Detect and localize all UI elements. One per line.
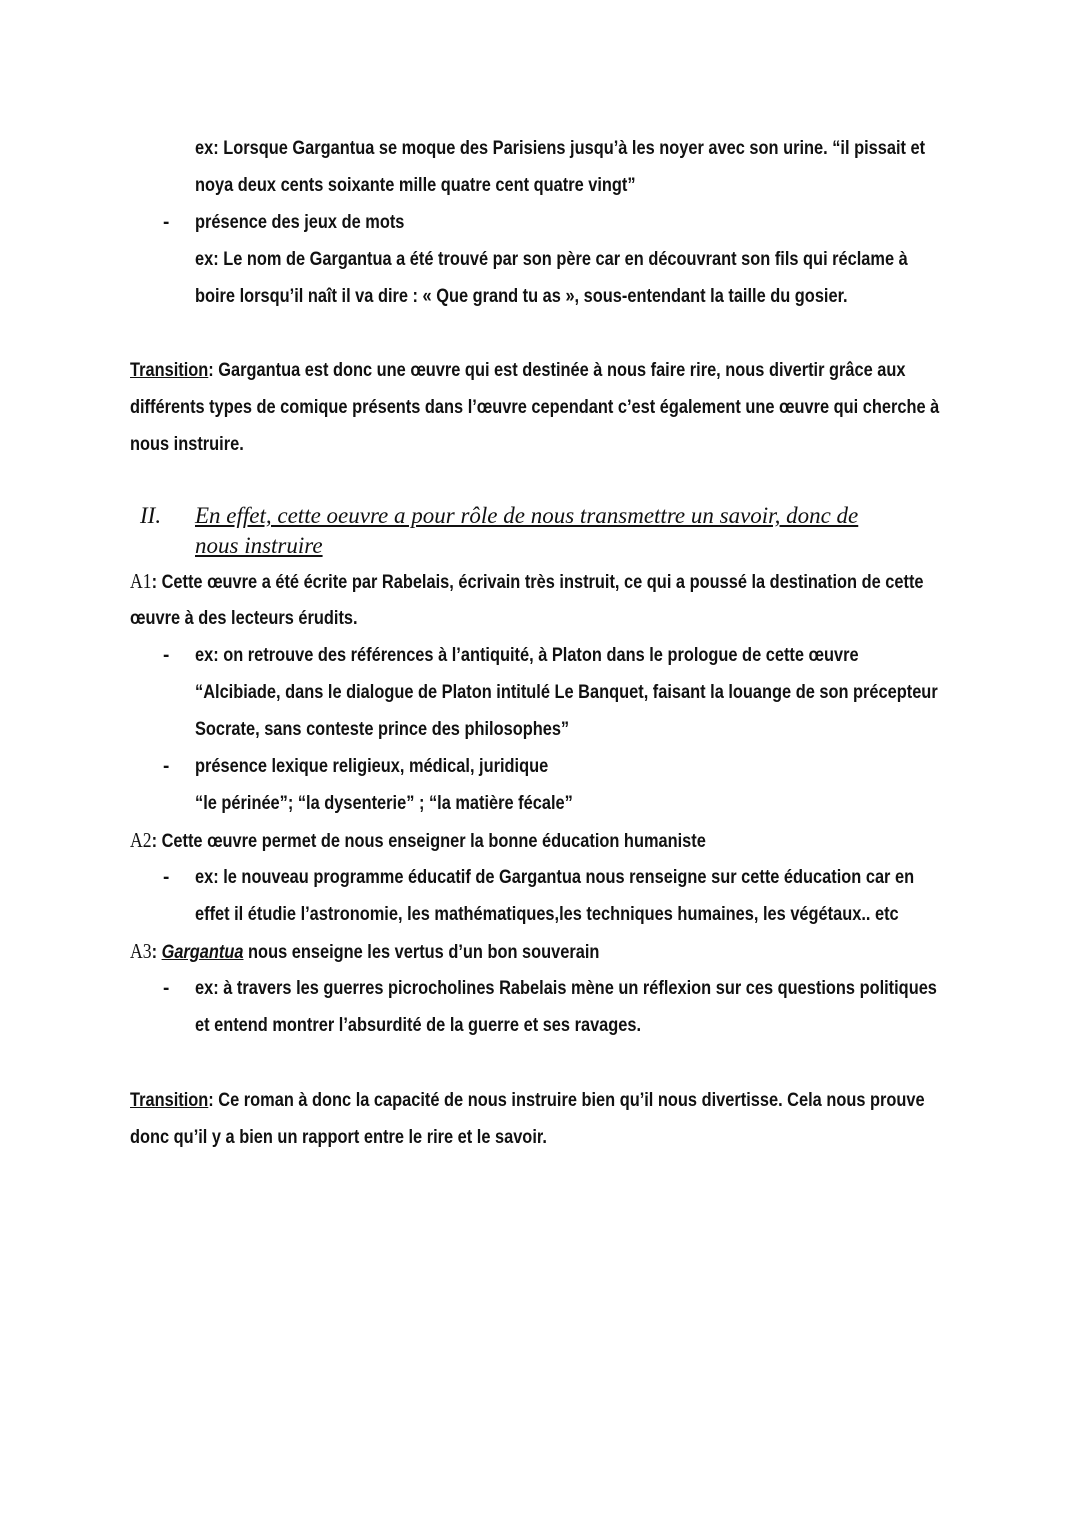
a1-example-line1: ex: on retrouve des références à l’antiquité, à Platon dans le prologue de cette œuvre — [195, 644, 859, 666]
a1-example-line3: Socrate, sans conteste prince des philosophes” — [195, 718, 570, 740]
bullet-dash: - — [163, 867, 170, 888]
example-urine-line2: noya deux cents soixante mille quatre cent quatre vingt” — [195, 174, 636, 196]
section-numeral: II. — [140, 503, 162, 528]
a3-book-title: Gargantua — [161, 941, 244, 963]
transition1-line1 — [130, 352, 906, 389]
a3-colon: : — [151, 941, 162, 963]
bullet-wordplay: présence des jeux de mots — [195, 211, 405, 233]
a3-label: A3 — [130, 939, 152, 963]
transition1-text: : Gargantua est donc une œuvre qui est destinée à nous faire rire, nous divertir grâce aux — [208, 359, 906, 381]
section-title-line1: En effet, cette oeuvre a pour rôle de nous transmettre un savoir, donc de — [195, 503, 859, 528]
bullet-dash: - — [163, 978, 170, 999]
example-name-line2: boire lorsqu’il naît il va dire : « Que grand tu as », sous-entendant la taille du gosier. — [195, 285, 848, 307]
transition2-text: : Ce roman à donc la capacité de nous instruire bien qu’il nous divertisse. Cela nous prouve — [208, 1089, 925, 1111]
a3-line — [130, 933, 599, 971]
a1-example-line2: “Alcibiade, dans le dialogue de Platon intitulé Le Banquet, faisant la louange de son précepteur — [195, 681, 938, 703]
example-name-line1: ex: Le nom de Gargantua a été trouvé par son père car en découvrant son fils qui réclame à — [195, 248, 908, 270]
transition2-line2: donc qu’il y a bien un rapport entre le rire et le savoir. — [130, 1126, 547, 1148]
a2-line — [130, 822, 706, 860]
a1-bullet-lexicon: présence lexique religieux, médical, juridique — [195, 755, 549, 777]
section-title-line2: nous instruire — [195, 533, 323, 558]
a2-label: A2 — [130, 828, 152, 852]
a1-text: : Cette œuvre a été écrite par Rabelais, écrivain très instruit, ce qui a poussé la destination de cette — [151, 571, 924, 593]
a2-example-line2: effet il étudie l’astronomie, les mathématiques,les techniques humaines, les végétaux.. etc — [195, 903, 899, 925]
a2-text: : Cette œuvre permet de nous enseigner la bonne éducation humaniste — [151, 830, 706, 852]
a1-line2: œuvre à des lecteurs érudits. — [130, 607, 358, 629]
bullet-dash: - — [163, 212, 170, 233]
transition1-line2: différents types de comique présents dans l’œuvre cependant c’est également une œuvre qui cherche à — [130, 396, 940, 418]
transition1-line3: nous instruire. — [130, 433, 244, 455]
a3-text: nous enseigne les vertus d’un bon souverain — [243, 941, 600, 963]
transition2-label: Transition — [130, 1089, 209, 1111]
example-urine-line1: ex: Lorsque Gargantua se moque des Parisiens jusqu’à les noyer avec son urine. “il pissait et — [195, 137, 926, 159]
transition2-line1 — [130, 1082, 925, 1119]
bullet-dash: - — [163, 756, 170, 777]
a3-example-line1: ex: à travers les guerres picrocholines Rabelais mène un réflexion sur ces questions politiques — [195, 977, 937, 999]
a3-example-line2: et entend montrer l’absurdité de la guerre et ses ravages. — [195, 1014, 642, 1036]
a1-label: A1 — [130, 569, 152, 593]
a1-lexicon-quote: “le périnée”; “la dysenterie” ; “la matière fécale” — [195, 792, 573, 814]
bullet-dash: - — [163, 645, 170, 666]
a2-example-line1: ex: le nouveau programme éducatif de Gargantua nous renseigne sur cette éducation car en — [195, 866, 915, 888]
a1-line1 — [130, 563, 924, 601]
transition1-label: Transition — [130, 359, 209, 381]
